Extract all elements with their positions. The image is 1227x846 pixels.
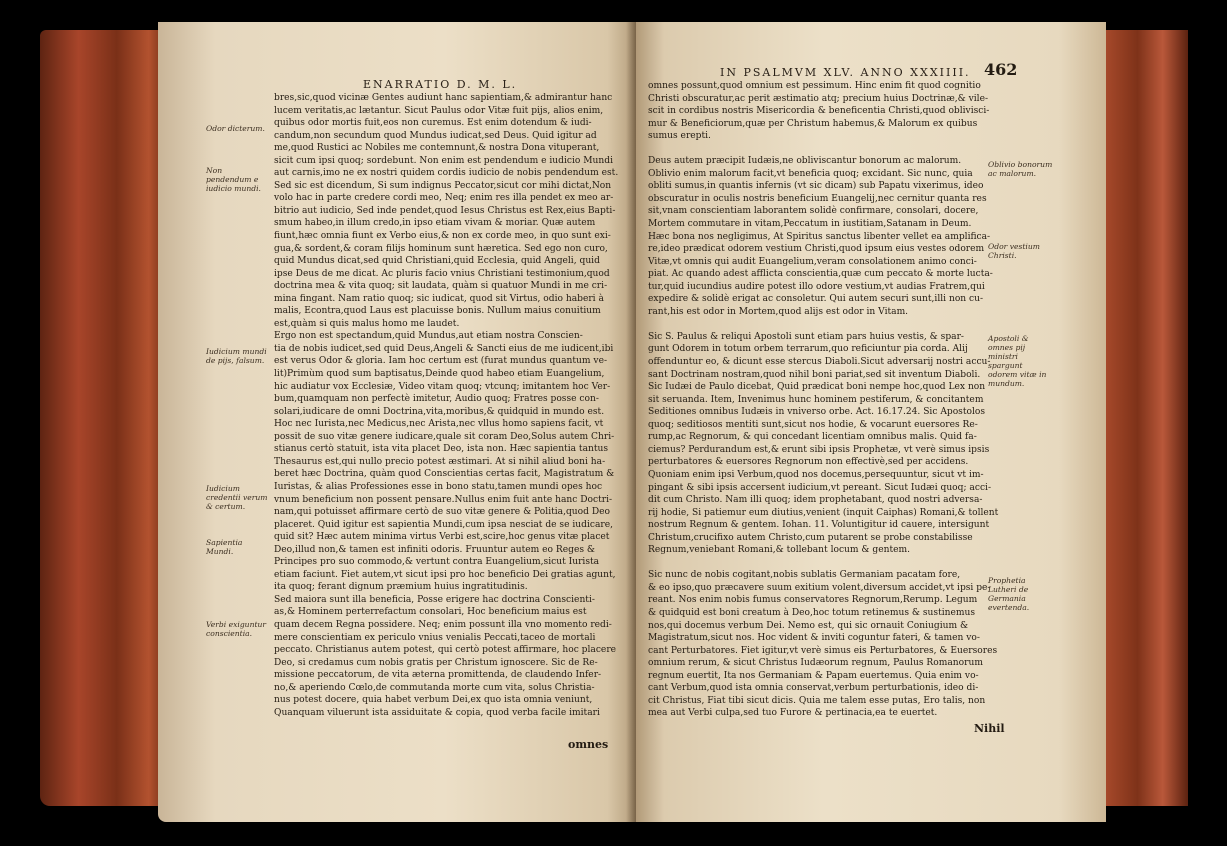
text-line: expedire & solidè erigat ac consoletur. Qui autem securi sunt,illi non cu-	[648, 294, 984, 305]
text-line: ipse Deus de me dicat. Ac pluris facio vnius Christiani testimonium,quod	[274, 268, 610, 279]
text-line: regnum euertit, Ita nos Germaniam & Papam euertemus. Quia enim vo-	[648, 670, 979, 681]
marginal-note: Sapientia Mundi.	[206, 538, 243, 556]
text-line: tur,quid iucundius audire potest illo odore vestium,vt audias Fratrem,qui	[648, 281, 985, 292]
text-line: scit in cordibus nostris Misericordia & beneficentia Christi,quod oblivisci-	[648, 106, 990, 117]
text-line	[648, 143, 998, 156]
text-line: offenduntur eo, & dicunt esse stercus Diaboli.Sicut adversarij nostri accu-	[648, 357, 991, 368]
text-line: bum,quamquam non perfectè imitetur, Audio quoq; Fratres posse con-	[274, 394, 599, 405]
text-line	[648, 318, 998, 331]
text-line: mea aut Verbi culpa,sed tuo Furore & pertinacia,ea te euertet.	[648, 708, 938, 719]
text-line: rump,ac Regnorum, & qui concedant licentiam omnibus malis. Quid fa-	[648, 432, 977, 443]
text-line: as,& Hominem perterrefactum consolari, Hoc beneficium maius est	[274, 607, 587, 618]
text-line: missione peccatorum, de vita æterna promittenda, de claudendo Infer-	[274, 670, 602, 681]
text-line: beret hæc Doctrina, quàm quod Conscientias certas facit, Magistratum &	[274, 469, 615, 480]
text-line: quam decem Regna possidere. Neq; enim possunt illa vno momento redi-	[274, 619, 612, 630]
text-line: Deus autem præcipit Iudæis,ne obliviscantur bonorum ac malorum.	[648, 156, 962, 167]
left-page	[158, 22, 636, 822]
text-line: Sic nunc de nobis cogitant,nobis sublatis Germaniam pacatam fore,	[648, 570, 961, 581]
text-line: Oblivio enim malorum facit,vt beneficia quoq; excidant. Sic nunc, quia	[648, 168, 973, 179]
text-line: Regnum,veniebant Romani,& tollebant locum & gentem.	[648, 545, 911, 556]
text-line: rant,his est odor in Mortem,quod alijs est odor in Vitam.	[648, 306, 909, 317]
text-line: Mortem commutare in vitam,Peccatum in iustitiam,Satanam in Deum.	[648, 219, 972, 230]
text-line: mere conscientiam ex periculo vnius venialis Peccati,taceo de mortali	[274, 632, 596, 643]
left-running-header: ENARRATIO D. M. L.	[363, 78, 518, 91]
text-line: gua,& sordent,& coram filijs hominum sunt hæretica. Sed ego non curo,	[274, 243, 608, 254]
text-line: volo hac in parte credere cordi meo, Neq; enim res illa pendet ex meo ar-	[274, 193, 614, 204]
text-line: smum habeo,in illum credo,in ipso etiam vivam & moriar. Quæ autem	[274, 218, 596, 229]
text-line: cant Perturbatores. Fiet igitur,vt verè simus eis Perturbatores, & Euersores	[648, 645, 998, 656]
text-line: etiam faciunt. Fiet autem,vt sicut ipsi pro hoc beneficio Dei gratias agunt,	[274, 569, 616, 580]
text-line: candum,non secundum quod Mundus iudicat,sed Deus. Quid igitur ad	[274, 130, 597, 141]
open-book	[30, 12, 1188, 836]
text-line: reant. Nos enim nobis fumus conservatores Regnorum,Rerump. Legum	[648, 595, 978, 606]
text-line: no,& aperiendo Cœlo,de commutanda morte cum vita, solus Christia-	[274, 682, 595, 693]
text-line: Hoc nec Iurista,nec Medicus,nec Arista,nec vllus homo sapiens facit, vt	[274, 419, 604, 430]
text-line: possit de suo vitæ genere iudicare,quale sit coram Deo,Solus autem Chri-	[274, 431, 615, 442]
text-line: stianus certò statuit, ista vita placet Deo, ista non. Hæc sapientia tantus	[274, 444, 609, 455]
catchword: omnes	[568, 738, 609, 751]
text-line: Ergo non est spectandum,quid Mundus,aut etiam nostra Conscien-	[274, 331, 583, 342]
text-line: piat. Ac quando adest afflicta conscientia,quæ cum peccato & morte lucta-	[648, 269, 993, 280]
marginal-note: Non pendendum e iudicio mundi.	[206, 166, 261, 193]
right-body-text	[648, 80, 998, 720]
text-line: ita quoq; ferant dignum præmium huius ingratitudinis.	[274, 582, 528, 593]
right-running-header: IN PSALMVM XLV. ANNO XXXIIII.	[720, 66, 971, 79]
text-line: est,quàm si quis malus homo me laudet.	[274, 318, 460, 329]
text-line: lucem veritatis,ac lætantur. Sicut Paulus odor Vitæ fuit pijs, alios enim,	[274, 105, 604, 116]
right-page	[636, 22, 1106, 822]
text-line: Deo, si credamus cum nobis gratis per Christum ignoscere. Sic de Re-	[274, 657, 598, 668]
text-line: gunt Odorem in totum orbem terrarum,quo reficiuntur pia corda. Alij	[648, 344, 968, 355]
text-line: obliti sumus,in quantis infernis (vt sic dicam) sub Papatu vixerimus, ideo	[648, 181, 984, 192]
text-line: tia de nobis iudicet,sed quid Deus,Angeli & Sancti eius de me iudicent,ibi	[274, 343, 614, 354]
text-line: malis, Econtra,quod Laus est placuisse bonis. Nullum maius conuitium	[274, 306, 601, 317]
text-line: sicit cum ipsi quoq; sordebunt. Non enim est pendendum e iudicio Mundi	[274, 155, 614, 166]
text-line: mina fingant. Nam ratio quoq; sic iudicat, quod sit Virtus, odio haberi à	[274, 293, 604, 304]
marginal-note: Iudicium credentii verum & certum.	[206, 484, 268, 511]
text-line: nostrum Regnum & gentem. Iohan. 11. Voluntigitur id cauere, intersigunt	[648, 520, 990, 531]
text-line: est verus Odor & gloria. Iam hoc certum est (furat mundus quantum ve-	[274, 356, 608, 367]
text-line: & quidquid est boni creatum à Deo,hoc totum retinemus & sustinemus	[648, 607, 976, 618]
text-line: Quanquam viluerunt ista assiduitate & copia, quod verba facile imitari	[274, 707, 600, 718]
page-number: 462	[984, 60, 1018, 79]
marginal-note: Prophetia Lutheri de Germania evertenda.	[988, 576, 1030, 612]
text-line: omnium rerum, & sicut Christus Iudæorum regnum, Paulus Romanorum	[648, 658, 983, 669]
text-line: lit)Primùm quod sum baptisatus,Deinde quod habeo etiam Euangelium,	[274, 369, 605, 380]
text-line: Seditiones omnibus Iudæis in vniverso orbe. Act. 16.17.24. Sic Apostolos	[648, 407, 986, 418]
text-line: quibus odor mortis fuit,eos non curemus. Est enim dotendum & iudi-	[274, 118, 592, 129]
text-line: nus potest docere, quia habet verbum Dei,ex quo ista omnia veniunt,	[274, 695, 593, 706]
text-line: re,ideo prædicat odorem vestium Christi,quod ipsum eius vestes odorem	[648, 244, 985, 255]
text-line: Sed maiora sunt illa beneficia, Posse erigere hac doctrina Conscienti-	[274, 594, 595, 605]
text-line: dit cum Christo. Nam illi quoq; idem prophetabant, quod nostri adversa-	[648, 495, 983, 506]
text-line: quid sit? Hæc autem minima virtus Verbi est,scire,hoc genus vitæ placet	[274, 532, 610, 543]
text-line: Thesaurus est,qui nullo precio potest æstimari. At si nihil aliud boni ha-	[274, 456, 606, 467]
text-line: Vitæ,vt omnis qui audit Euangelium,veram consolationem animo conci-	[648, 256, 977, 267]
text-line: quoq; seditiosos mentiti sunt,sicut nos hodie, & vocarunt euersores Re-	[648, 419, 978, 430]
text-line: Sic Iudæi de Paulo dicebat, Quid prædicat boni nempe hoc,quod Lex non	[648, 382, 986, 393]
text-line: & eo ipso,quo præcavere suum exitium volent,diversum accidet,vt ipsi pe-	[648, 582, 991, 593]
marginal-note: Oblivio bonorum ac malorum.	[988, 160, 1053, 178]
text-line: pingant & sibi ipsis accersent iudicium,vt pereant. Sicut Iudæi quoq; acci-	[648, 482, 992, 493]
text-line: Sic S. Paulus & reliqui Apostoli sunt etiam pars huius vestis, & spar-	[648, 331, 964, 342]
text-line: Christi obscuratur,ac perit æstimatio atq; precium huius Doctrinæ,& vile-	[648, 93, 989, 104]
text-line: bres,sic,quod vicinæ Gentes audiunt hanc sapientiam,& admirantur hanc	[274, 93, 613, 103]
text-line: sumus erepti.	[648, 131, 711, 142]
text-line: nos,qui docemus verbum Dei. Nemo est, qui sic ornauit Coniugium &	[648, 620, 969, 631]
text-line: Deo,illud non,& tamen est infiniti odoris. Fruuntur autem eo Reges &	[274, 544, 595, 555]
marginal-note: Apostoli & omnes pij ministri spargunt odorem vitæ in mundum.	[988, 334, 1047, 388]
text-line: cant Verbum,quod ista omnia conservat,verbum perturbationis, ideo di-	[648, 683, 979, 694]
text-line: Christum,crucifixo autem Christo,cum putarent se probe constabilisse	[648, 532, 973, 543]
marginal-note: Iudicium mundi de pijs, falsum.	[206, 347, 267, 365]
text-line: Hæc bona nos negligimus, At Spiritus sanctus libenter vellet ea amplifica-	[648, 231, 991, 242]
text-line: Quoniam enim ipsi Verbum,quod nos docemus,persequuntur, sicut vt im-	[648, 469, 984, 480]
catchword: Nihil	[974, 722, 1005, 735]
text-line: cit Christus, Fiat tibi sicut dicis. Quia me talem esse putas, Ero talis, non	[648, 695, 986, 706]
text-line: omnes possunt,quod omnium est pessimum. Hinc enim fit quod cognitio	[648, 81, 981, 91]
text-line: sit seruanda. Item, Invenimus hunc hominem pestiferum, & concitantem	[648, 394, 984, 405]
text-line: peccato. Christianus autem potest, qui certò potest affirmare, hoc placere	[274, 645, 617, 656]
book-fore-edge-left	[40, 30, 168, 806]
marginal-note: Verbi exiguntur conscientia.	[206, 620, 267, 638]
text-line: fiunt,hæc omnia fiunt ex Verbo eius,& non ex corde meo, in quo sunt exi-	[274, 231, 611, 242]
text-line: placeret. Quid igitur est sapientia Mundi,cum ipsa nesciat de se iudicare,	[274, 519, 613, 530]
book-fore-edge-right	[1104, 30, 1188, 806]
text-line: rij hodie, Si patiemur eum diutius,venient (inquit Caiphas) Romani,& tollent	[648, 507, 999, 518]
text-line: hic audiatur vox Ecclesiæ, Video vitam quoq; vtcunq; imitantem hoc Ver-	[274, 381, 611, 392]
text-line: perturbatores & euersores Regnorum non effectivè,sed per accidens.	[648, 457, 969, 468]
text-line: mur & Beneficiorum,quæ per Christum habemus,& Malorum ex quibus	[648, 118, 978, 129]
text-line: me,quod Rustici ac Nobiles me contemnunt,& nostra Dona vituperant,	[274, 143, 600, 154]
text-line: Iuristas, & alias Professiones esse in bono statu,tamen mundi opes hoc	[274, 481, 603, 492]
left-body-text	[274, 92, 622, 719]
text-line: Principes pro suo commodo,& vertunt contra Euangelium,sicut Iurista	[274, 557, 600, 568]
text-line: Sed sic est dicendum, Si sum indignus Peccator,sicut cor mihi dictat,Non	[274, 180, 612, 191]
text-line: solari,iudicare de omni Doctrina,vita,moribus,& quidquid in mundo est.	[274, 406, 605, 417]
text-line: aut carnis,imo ne ex nostri quidem cordis iudicio de nobis pendendum est.	[274, 168, 619, 179]
text-line: nam,qui potuisset affirmare certò de suo vitæ genere & Politia,quod Deo	[274, 507, 610, 518]
marginal-note: Odor vestium Christi.	[988, 242, 1040, 260]
text-line: bitrio aut iudicio, Sed inde pendet,quod Iesus Christus est Rex,eius Bapti-	[274, 205, 616, 216]
text-line: ciemus? Perdurandum est,& erunt sibi ipsis Prophetæ, vt verè simus ipsis	[648, 444, 990, 455]
text-line: sant Doctrinam nostram,quod nihil boni pariat,sed sit inventum Diaboli.	[648, 369, 981, 380]
text-line: quid Mundus dicat,sed quid Christiani,quid Ecclesia, quid Angeli, quid	[274, 256, 600, 267]
text-line: vnum beneficium non possent pensare.Nullus enim fuit ante hanc Doctri-	[274, 494, 613, 505]
text-line: obscuratur in oculis nostris beneficium Euangelij,nec cernitur quanta res	[648, 193, 987, 204]
marginal-note: Odor dicterum.	[206, 124, 265, 133]
text-line: Magistratum,sicut nos. Hoc vident & inviti coguntur fateri, & tamen vo-	[648, 633, 980, 644]
text-line: sit,vnam conscientiam laborantem solidè confirmare, consolari, docere,	[648, 206, 979, 217]
text-line	[648, 557, 998, 570]
text-line: doctrina mea & vita quoq; sit laudata, quàm si quatuor Mundi in me cri-	[274, 281, 608, 292]
